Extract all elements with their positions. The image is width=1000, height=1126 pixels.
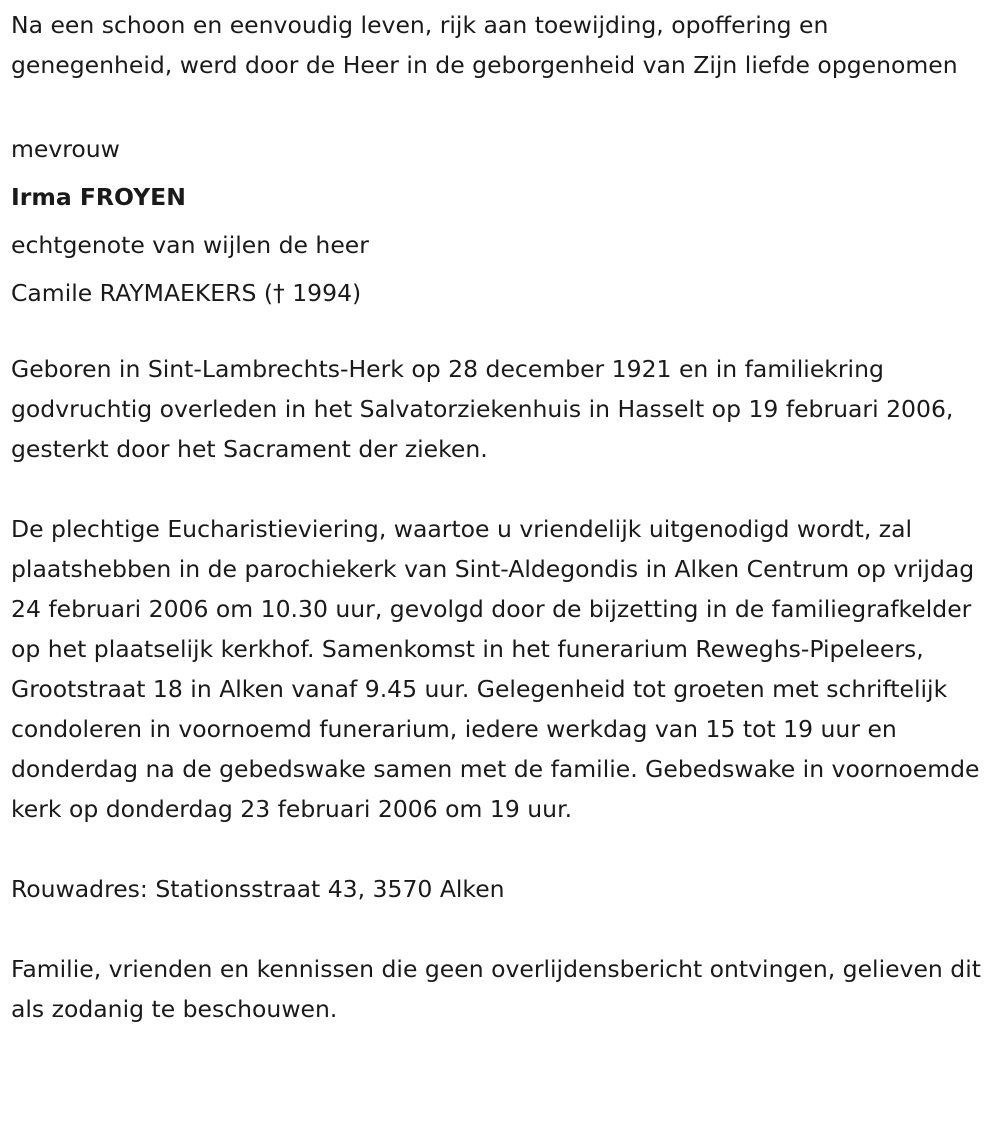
intro-text: Na een schoon en eenvoudig leven, rijk aan toewijding, opoffering en genegenheid, werd door de Heer in de geborgenheid van Zijn liefde opgenomen <box>11 11 958 79</box>
relation-text: echtgenote van wijlen de heer <box>11 231 369 259</box>
ceremony-paragraph: De plechtige Eucharistieviering, waartoe u vriendelijk uitgenodigd wordt, zal plaatshebben in de parochiekerk van Sint-Aldegondis in Alken Centrum op vrijdag 24 februari 2006 om 10.30 uur, gevolgd door de bijzetting in de familiegrafkelder op het plaatselijk kerkhof. Samenkomst in het funerarium Reweghs-Pipeleers, Grootstraat 18 in Alken vanaf 9.45 uur. Gelegenheid tot groeten met schriftelijk condoleren in voornoemd funerarium, iedere werkdag van 15 tot 19 uur en donderdag na de gebedswake samen met de familie. Gebedswake in voornoemde kerk op donderdag 23 februari 2006 om 19 uur. <box>11 515 980 823</box>
spouse-death-year: 1994) <box>284 279 362 307</box>
spacer <box>11 85 1000 125</box>
spouse-name: Camile RAYMAEKERS ( <box>11 279 274 307</box>
birth-death-paragraph: Geboren in Sint-Lambrechts-Herk op 28 december 1921 en in familiekring godvruchtig overleden in het Salvatorziekenhuis in Hasselt op 19 februari 2006, gesterkt door het Sacrament der zieken. <box>11 355 954 463</box>
spacer <box>11 317 1000 349</box>
deceased-name: Irma FROYEN <box>11 183 186 211</box>
spacer <box>11 829 1000 869</box>
address-line: Rouwadres: Stationsstraat 43, 3570 Alken <box>11 875 505 903</box>
spacer <box>11 909 1000 949</box>
cross-icon: † <box>273 279 285 307</box>
salutation: mevrouw <box>11 135 120 163</box>
closing-paragraph: Familie, vrienden en kennissen die geen overlijdensbericht ontvingen, gelieven dit als zodanig te beschouwen. <box>11 955 981 1023</box>
spouse-line <box>11 269 1000 317</box>
spacer <box>11 469 1000 509</box>
